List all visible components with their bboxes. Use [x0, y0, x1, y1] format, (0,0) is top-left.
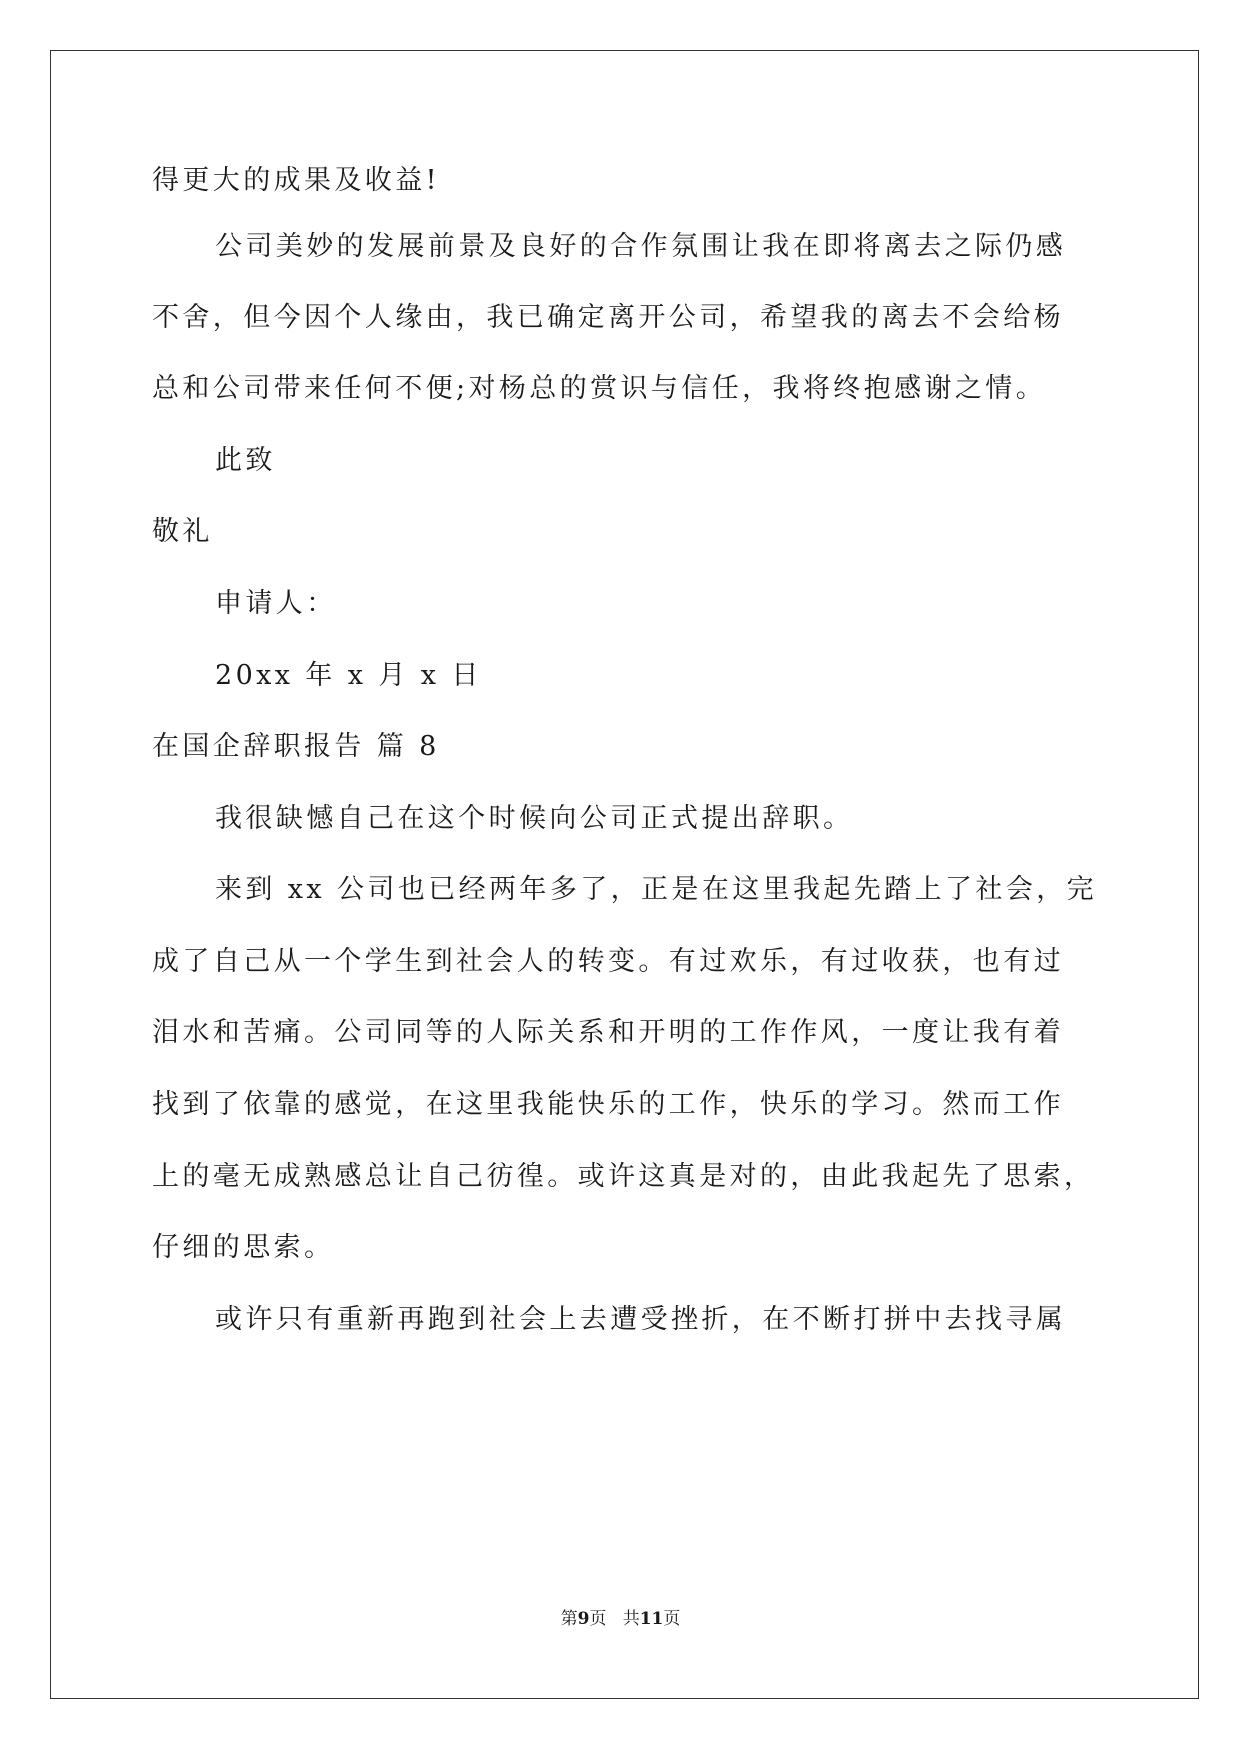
closing-regards: 敬礼	[152, 516, 213, 547]
closing-salutation: 此致	[215, 445, 276, 476]
paragraph-line: 我很缺憾自己在这个时候向公司正式提出辞职。	[215, 803, 854, 834]
paragraph-line: 仔细的思索。	[152, 1232, 335, 1263]
page-footer	[0, 1607, 1241, 1631]
total-prefix: 共	[622, 1609, 640, 1629]
page-suffix: 页	[589, 1609, 607, 1629]
paragraph-line: 公司美妙的发展前景及良好的合作氛围让我在即将离去之际仍感	[215, 231, 1067, 262]
page-prefix: 第	[560, 1609, 578, 1629]
paragraph-line: 上的毫无成熟感总让自己彷徨。或许这真是对的，由此我起先了思索，	[152, 1161, 1095, 1192]
page-number: 9	[577, 1609, 590, 1629]
total-pages: 11	[639, 1609, 664, 1629]
applicant-label: 申请人：	[215, 588, 337, 619]
paragraph-line: 得更大的成果及收益!	[152, 165, 440, 196]
paragraph-line: 来到 xx 公司也已经两年多了，正是在这里我起先踏上了社会，完	[215, 874, 1098, 905]
date-line: 20xx 年 x 月 x 日	[215, 660, 482, 691]
paragraph-line: 不舍，但今因个人缘由，我已确定离开公司，希望我的离去不会给杨	[152, 302, 1064, 333]
paragraph-line: 总和公司带来任何不便;对杨总的赏识与信任，我将终抱感谢之情。	[152, 373, 1047, 404]
section-heading: 在国企辞职报告 篇 8	[152, 731, 440, 762]
paragraph-line: 或许只有重新再跑到社会上去遭受挫折，在不断打拼中去找寻属	[215, 1304, 1067, 1335]
paragraph-line: 找到了依靠的感觉，在这里我能快乐的工作，快乐的学习。然而工作	[152, 1089, 1064, 1120]
paragraph-line: 泪水和苦痛。公司同等的人际关系和开明的工作作风，一度让我有着	[152, 1017, 1064, 1048]
total-suffix: 页	[663, 1609, 681, 1629]
paragraph-line: 成了自己从一个学生到社会人的转变。有过欢乐，有过收获，也有过	[152, 946, 1064, 977]
